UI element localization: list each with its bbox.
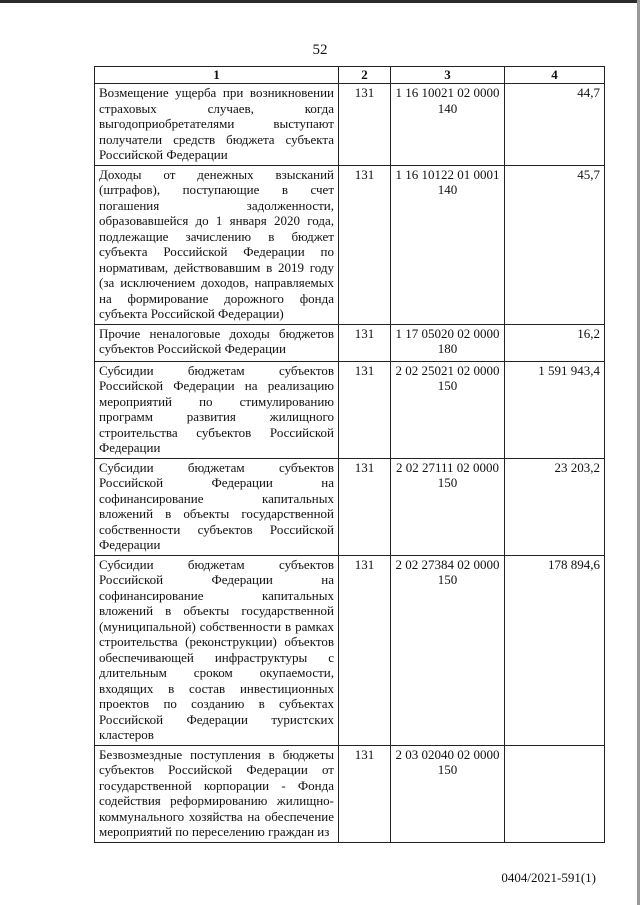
budget-code-cell: 2 02 27384 02 0000 150 (391, 555, 505, 745)
revenue-name-cell: Субсидии бюджетам субъектов Российской Федерации на реализацию мероприятий по стимулированию программ развития жилищного строительства субъектов Российской Федерации (95, 361, 339, 458)
document-code: 0404/2021-591(1) (501, 870, 596, 885)
table-row (95, 745, 605, 842)
amount-cell: 23 203,2 (505, 458, 605, 555)
table-row (95, 324, 605, 361)
revenue-name-cell: Доходы от денежных взысканий (штрафов), поступающие в счет погашения задолженности, образовавшейся до 1 января 2020 года, подлежащие зачислению в бюджет субъекта Российской Федерации по нормативам, действовавшим в 2019 году (за исключением доходов, направляемых на формирование дорожного фонда субъекта Российской Федерации) (95, 165, 339, 324)
revenue-name-cell: Субсидии бюджетам субъектов Российской Федерации на софинансирование капитальных вложений в объекты государственной (муниципальной) собственности в рамках строительства (реконструкции) объектов обеспечивающей инфраструктуры с длительным сроком окупаемости, входящих в состав инвестиционных проектов по созданию в субъектах Российской Федерации туристских кластеров (95, 555, 339, 745)
table-row (95, 555, 605, 745)
amount-cell: 45,7 (505, 165, 605, 324)
budget-code-cell: 1 16 10122 01 0001 140 (391, 165, 505, 324)
admin-code-cell: 131 (339, 165, 391, 324)
amount-cell (505, 745, 605, 842)
admin-code-cell: 131 (339, 745, 391, 842)
table-header-row (95, 67, 605, 84)
table-row (95, 458, 605, 555)
revenue-name-cell: Прочие неналоговые доходы бюджетов субъектов Российской Федерации (95, 324, 339, 361)
revenue-name-cell: Возмещение ущерба при возникновении страховых случаев, когда выгодоприобретателями выступают получатели средств бюджета субъекта Российской Федерации (95, 84, 339, 166)
admin-code-cell: 131 (339, 84, 391, 166)
top-border-line (0, 0, 640, 3)
column-header-3: 3 (391, 67, 505, 84)
budget-code-cell: 1 17 05020 02 0000 180 (391, 324, 505, 361)
column-header-2: 2 (339, 67, 391, 84)
revenue-name-cell: Безвозмездные поступления в бюджеты субъектов Российской Федерации от государственной корпорации - Фонда содействия реформированию жилищно-коммунального хозяйства на обеспечение мероприятий по переселению граждан из (95, 745, 339, 842)
column-header-4: 4 (505, 67, 605, 84)
column-header-1: 1 (95, 67, 339, 84)
revenue-table (94, 66, 605, 843)
budget-code-cell: 1 16 10021 02 0000 140 (391, 84, 505, 166)
admin-code-cell: 131 (339, 324, 391, 361)
revenue-name-cell: Субсидии бюджетам субъектов Российской Федерации на софинансирование капитальных вложений в объекты государственной собственности субъектов Российской Федерации (95, 458, 339, 555)
table-row (95, 84, 605, 166)
table-row (95, 361, 605, 458)
table-row (95, 165, 605, 324)
page-number: 52 (312, 42, 328, 58)
amount-cell: 44,7 (505, 84, 605, 166)
budget-code-cell: 2 03 02040 02 0000 150 (391, 745, 505, 842)
budget-code-cell: 2 02 25021 02 0000 150 (391, 361, 505, 458)
admin-code-cell: 131 (339, 555, 391, 745)
budget-code-cell: 2 02 27111 02 0000 150 (391, 458, 505, 555)
admin-code-cell: 131 (339, 361, 391, 458)
amount-cell: 1 591 943,4 (505, 361, 605, 458)
admin-code-cell: 131 (339, 458, 391, 555)
amount-cell: 16,2 (505, 324, 605, 361)
amount-cell: 178 894,6 (505, 555, 605, 745)
